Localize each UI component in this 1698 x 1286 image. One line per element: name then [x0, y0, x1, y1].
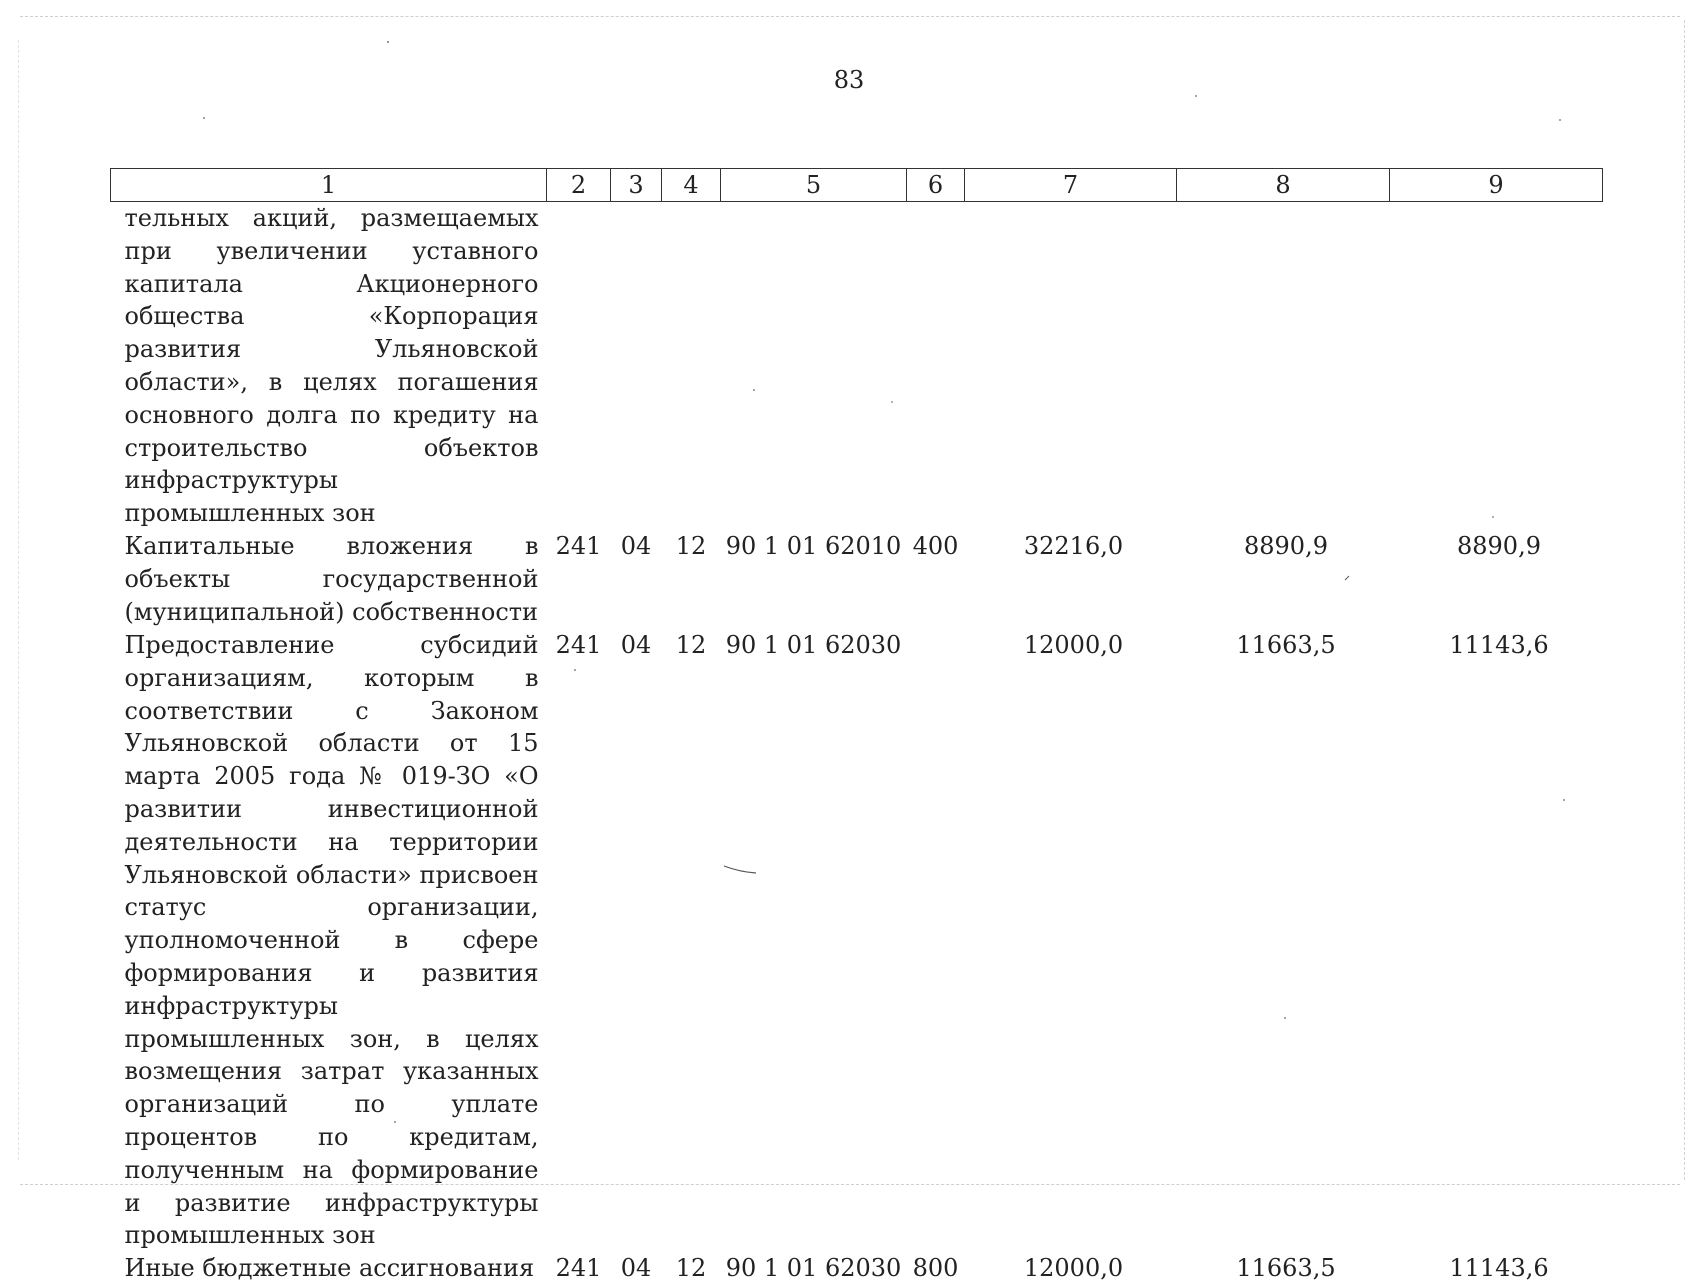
row-col-6: 400 [912, 531, 959, 560]
row-col-4: 12 [675, 1254, 707, 1283]
row-col-2: 241 [555, 531, 602, 560]
row-col-9: 11143,6 [1449, 630, 1549, 659]
row-col-4: 12 [675, 531, 707, 560]
header-col-8: 8 [1177, 169, 1390, 202]
row-col-9: 8890,9 [1457, 531, 1541, 560]
row-col-2: 241 [555, 630, 602, 659]
row-col-6: 800 [912, 1254, 959, 1283]
row-col-8: 11663,5 [1236, 630, 1336, 659]
row-col-5: 90 1 01 62030 [725, 630, 902, 659]
header-col-5: 5 [721, 169, 907, 202]
row-col-2: 241 [555, 1254, 602, 1283]
header-col-6: 6 [907, 169, 965, 202]
row-col-4: 12 [675, 630, 707, 659]
row-col-7: 32216,0 [1023, 531, 1124, 560]
header-col-7: 7 [965, 169, 1177, 202]
row-col-8: 8890,9 [1244, 531, 1328, 560]
row-col-3: 04 [620, 630, 652, 659]
table-row [111, 1252, 1603, 1286]
row-col-5: 90 1 01 62030 [725, 1254, 902, 1283]
row-col-7: 12000,0 [1023, 1254, 1124, 1283]
row-description: Капитальные вложения в объекты государственной (муниципальной) собственности [124, 531, 539, 626]
row-col-8: 11663,5 [1236, 1254, 1336, 1283]
header-col-3: 3 [611, 169, 662, 202]
header-col-4: 4 [662, 169, 721, 202]
row-description: Предоставление субсидий организациям, которым в соответствии с Законом Ульяновской области от 15 марта 2005 года № 019-ЗО «О развитии инвестиционной деятельности на территории Ульяновской области» присвоен статус организации, уполномоченной в сфере формирования и развития инфраструктуры промышленных зон, в целях возмещения затрат указанных организаций по уплате процентов по кредитам, полученным на формирование и развитие инфраструктуры промышленных зон [124, 630, 539, 1250]
row-description: Иные бюджетные ассигнования [124, 1254, 535, 1283]
header-col-9: 9 [1390, 169, 1603, 202]
row-col-7: 12000,0 [1023, 630, 1124, 659]
row-col-3: 04 [620, 531, 652, 560]
row-description: тельных акций, размещаемых при увеличении уставного капитала Акционерного общества «Корпорация развития Ульяновской области», в целях погашения основного долга по кредиту на строительство объектов инфраструктуры промышленных зон [124, 204, 539, 528]
header-col-2: 2 [547, 169, 611, 202]
page-number: 83 [833, 66, 865, 94]
header-col-1: 1 [111, 169, 547, 202]
row-col-5: 90 1 01 62010 [725, 531, 902, 560]
row-col-3: 04 [620, 1254, 652, 1283]
row-col-9: 11143,6 [1449, 1254, 1549, 1283]
